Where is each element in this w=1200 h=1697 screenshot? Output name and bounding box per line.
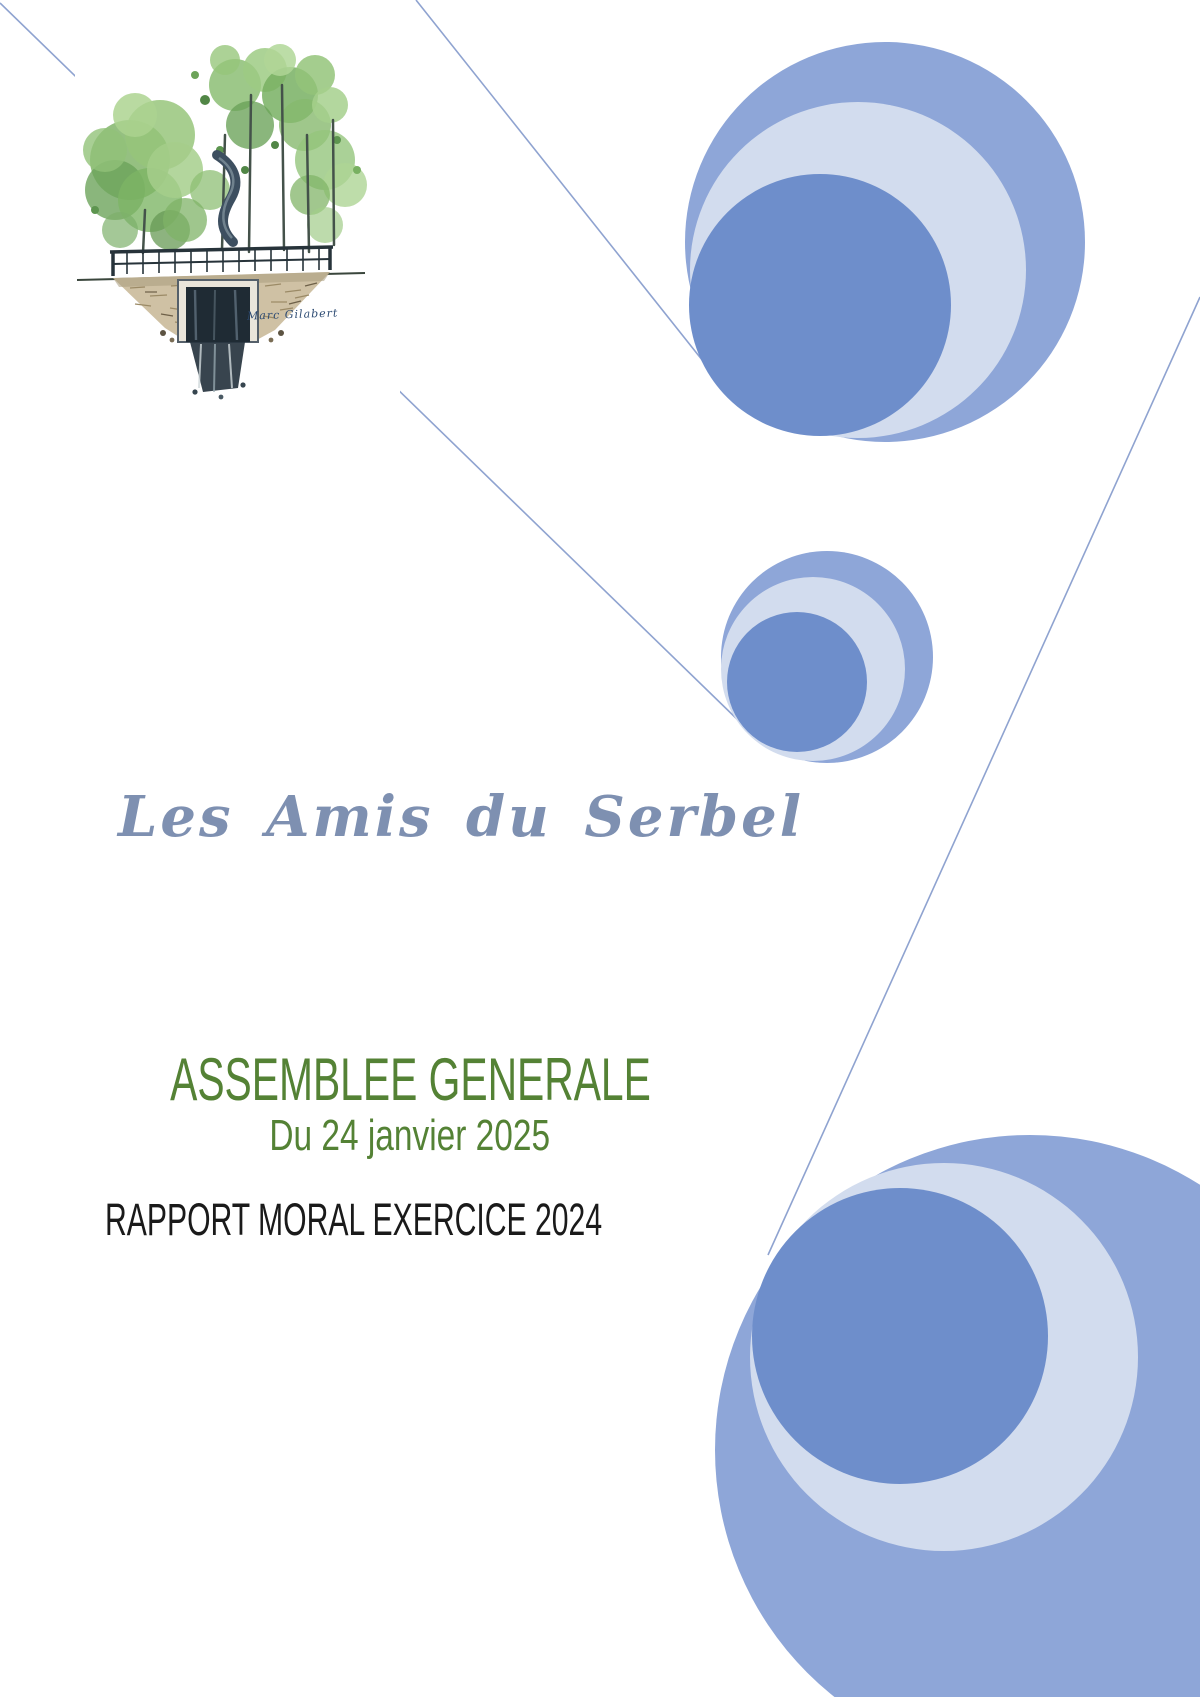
middle-inner-circle: [727, 612, 867, 752]
circle-group-middle-right: [721, 551, 933, 763]
bridge-railing: [110, 246, 333, 276]
title-block: [60, 1046, 760, 1160]
association-title: Les Amis du Serbel: [118, 784, 805, 850]
waterfall: [190, 342, 246, 399]
bottom-inner-circle: [752, 1188, 1048, 1484]
report-title: RAPPORT MORAL EXERCICE 2024: [105, 1194, 603, 1245]
circle-group-bottom-right: [715, 1135, 1200, 1697]
assembly-heading: ASSEMBLEE GENERALE: [169, 1046, 651, 1113]
diagonal-line-right: [768, 297, 1200, 1255]
top-inner-circle: [689, 174, 951, 436]
assembly-date: Du 24 janvier 2025: [269, 1111, 551, 1160]
diagonal-line-upper: [416, 0, 722, 385]
logo-illustration: [75, 40, 400, 400]
logo-signature: Marc Gilabert: [246, 306, 339, 323]
circle-group-top-right: [685, 42, 1085, 442]
